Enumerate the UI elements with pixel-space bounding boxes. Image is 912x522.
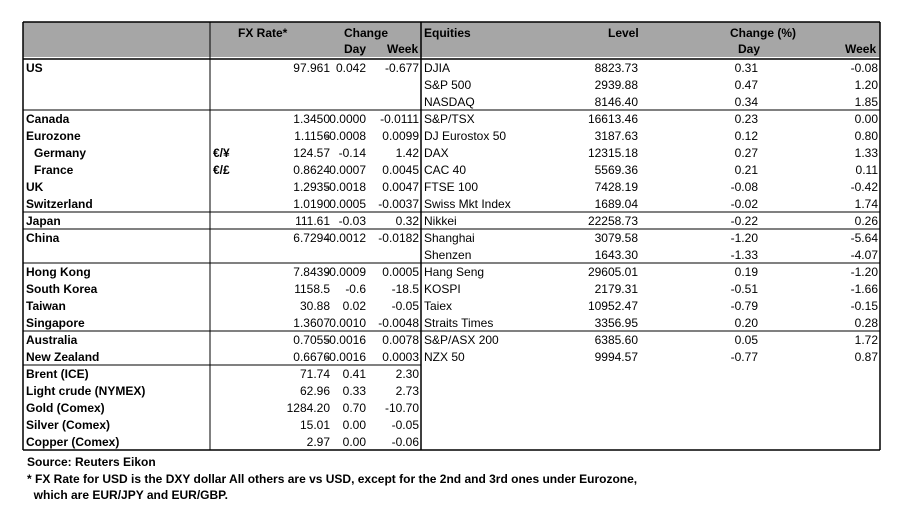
fx-row-rate: 1284.20 — [286, 401, 330, 415]
header-week: Week — [387, 42, 419, 56]
fx-row-day: 0.0000 — [329, 112, 366, 126]
equity-row-day: -0.79 — [730, 299, 758, 313]
equity-row-day: -0.51 — [730, 282, 758, 296]
fx-row-day: 0.042 — [335, 61, 366, 75]
fx-row-week: -0.0037 — [378, 197, 419, 211]
equity-row-level: 9994.57 — [594, 350, 638, 364]
fx-row-day: -0.0018 — [325, 180, 366, 194]
fx-row-rate: 1.3607 — [293, 316, 330, 330]
fx-row-label: Brent (ICE) — [26, 367, 89, 381]
source-note: Source: Reuters Eikon — [27, 455, 156, 469]
equity-row-day: -0.08 — [730, 180, 758, 194]
fx-row-label: Eurozone — [26, 129, 81, 143]
equity-row-day: 0.47 — [734, 78, 758, 92]
equity-row-week: 0.80 — [854, 129, 878, 143]
equity-row-name: NZX 50 — [424, 350, 465, 364]
fx-row-week: 0.0003 — [382, 350, 419, 364]
equity-row-name: S&P/ASX 200 — [424, 333, 499, 347]
fx-row-week: 0.0005 — [382, 265, 419, 279]
fx-row-rate: 6.7294 — [293, 231, 330, 245]
equity-row-week: 0.11 — [855, 163, 878, 177]
fx-row-day — [310, 77, 366, 94]
equity-row-day: -0.22 — [730, 214, 758, 228]
fx-row-day: 0.02 — [342, 299, 366, 313]
equity-row-level: 1689.04 — [594, 197, 638, 211]
equity-row-name: Hang Seng — [424, 265, 485, 279]
equity-row-week: 0.00 — [854, 112, 878, 126]
fx-row-label: Light crude (NYMEX) — [26, 384, 146, 398]
fx-row-label: Gold (Comex) — [26, 401, 105, 415]
equity-row-level: 6385.60 — [594, 333, 638, 347]
fx-row-label: China — [26, 231, 60, 245]
equity-row-name: Swiss Mkt Index — [424, 197, 511, 211]
equity-row-week: 0.87 — [854, 350, 878, 364]
fx-row-label: Canada — [26, 112, 70, 126]
fx-row-day — [310, 247, 366, 264]
fx-row-day: -0.0009 — [325, 265, 366, 279]
equity-row-level: 7428.19 — [594, 180, 638, 194]
equity-row-level: 29605.01 — [587, 265, 638, 279]
header-change-pct: Change (%) — [730, 26, 796, 40]
fx-row-rate: 124.57 — [293, 146, 330, 160]
fx-row-rate: 1.1156 — [294, 129, 330, 143]
equity-row-week: 1.20 — [854, 78, 878, 92]
fx-row-label: Singapore — [26, 316, 85, 330]
equity-row-name: S&P/TSX — [424, 112, 475, 126]
fx-row-day: 0.00 — [342, 435, 366, 449]
equity-row-week: -0.42 — [850, 180, 878, 194]
fx-row-week: 2.73 — [395, 384, 419, 398]
equity-row-week: 1.85 — [854, 95, 878, 109]
fx-row-day: 0.33 — [342, 384, 366, 398]
equity-row-level: 5569.36 — [594, 163, 638, 177]
fx-row-week — [360, 247, 419, 264]
fx-row-rate: 111.61 — [295, 214, 330, 228]
fx-row-day: 0.70 — [342, 401, 366, 415]
equity-row-day: -1.33 — [730, 248, 758, 262]
fx-row-week: 1.42 — [395, 146, 419, 160]
header-fx-rate: FX Rate* — [238, 26, 288, 40]
equity-row-level: 10952.47 — [587, 299, 638, 313]
fx-row-day: -0.0016 — [325, 333, 366, 347]
fx-row-rate: 0.8624 — [293, 163, 330, 177]
footnote-2: which are EUR/JPY and EUR/GBP. — [27, 488, 228, 502]
fx-row-rate: 2.97 — [306, 435, 330, 449]
fx-row-week: 0.0078 — [382, 333, 419, 347]
equity-row-level: 12315.18 — [587, 146, 638, 160]
fx-row-day: 0.00 — [342, 418, 366, 432]
equity-row-day: -0.02 — [730, 197, 758, 211]
equity-row-level: 16613.46 — [587, 112, 638, 126]
fx-row-rate: 71.74 — [299, 367, 330, 381]
fx-row-day: 0.0005 — [329, 197, 366, 211]
equity-row-name: S&P 500 — [424, 78, 472, 92]
equity-row-day: 0.34 — [734, 95, 758, 109]
equity-row-name: Nikkei — [424, 214, 457, 228]
header-day: Day — [344, 42, 367, 56]
equity-row-name: Straits Times — [424, 316, 494, 330]
equity-row-week: 1.74 — [854, 197, 878, 211]
equity-row-name: DJ Eurostox 50 — [424, 129, 507, 143]
fx-row-label: UK — [26, 180, 44, 194]
fx-row-rate: 0.7055 — [293, 333, 330, 347]
fx-row-week: 2.30 — [395, 367, 419, 381]
fx-row-week: -0.0048 — [378, 316, 419, 330]
equity-row-week: -1.20 — [850, 265, 878, 279]
fx-row-rate: 1.2935 — [293, 180, 330, 194]
fx-row-week: 0.32 — [395, 214, 419, 228]
equity-row-name: Shanghai — [424, 231, 475, 245]
equity-row-day: 0.19 — [734, 265, 758, 279]
equity-row-day: 0.21 — [734, 163, 758, 177]
equity-row-day: 0.12 — [734, 129, 758, 143]
fx-row-week: -0.06 — [391, 435, 419, 449]
fx-row-week — [360, 94, 419, 111]
equity-row-name: Taiex — [424, 299, 453, 313]
equity-row-day: 0.27 — [734, 146, 758, 160]
fx-row-week: 0.0047 — [382, 180, 419, 194]
fx-row-day: 0.0010 — [329, 316, 366, 330]
equity-row-week: -0.08 — [850, 61, 878, 75]
fx-row-label: Silver (Comex) — [26, 418, 111, 432]
equity-row-level: 8146.40 — [594, 95, 638, 109]
equity-row-week: 0.28 — [854, 316, 878, 330]
equity-row-name: FTSE 100 — [424, 180, 479, 194]
fx-row-label: Copper (Comex) — [26, 435, 120, 449]
fx-row-rate: 62.96 — [299, 384, 330, 398]
header-equities: Equities — [424, 26, 471, 40]
fx-row-label: New Zealand — [26, 350, 100, 364]
fx-row-label: Taiwan — [26, 299, 66, 313]
fx-row-rate: 97.961 — [293, 61, 330, 75]
equity-row-level: 1643.30 — [594, 248, 638, 262]
fx-row-day: -0.14 — [338, 146, 366, 160]
equity-row-day: -1.20 — [730, 231, 758, 245]
equity-row-level: 2179.31 — [594, 282, 638, 296]
fx-row-label: Hong Kong — [26, 265, 91, 279]
fx-row-label: France — [34, 163, 74, 177]
fx-row-symbol: €/¥ — [213, 146, 230, 160]
fx-row-week: -0.05 — [391, 299, 419, 313]
fx-row-week: -18.5 — [391, 282, 419, 296]
equity-row-week: 0.26 — [854, 214, 878, 228]
equity-row-level: 3079.58 — [594, 231, 638, 245]
header-eq-week: Week — [845, 42, 877, 56]
fx-row-day: 0.0007 — [329, 163, 366, 177]
equity-row-day: -0.77 — [730, 350, 758, 364]
fx-row-day — [310, 94, 366, 111]
fx-row-label: Australia — [26, 333, 78, 347]
fx-row-week: 0.0099 — [382, 129, 419, 143]
header-change: Change — [344, 26, 389, 40]
equity-row-level: 3356.95 — [594, 316, 638, 330]
fx-row-rate: 1.3450 — [293, 112, 330, 126]
equity-row-day: 0.20 — [734, 316, 758, 330]
equity-row-name: DJIA — [424, 61, 451, 75]
fx-row-label: Switzerland — [26, 197, 93, 211]
equity-row-week: -0.15 — [850, 299, 878, 313]
fx-row-label: Japan — [26, 214, 61, 228]
equity-row-day: 0.31 — [734, 61, 758, 75]
header-eq-day: Day — [738, 42, 761, 56]
fx-row-week: -0.05 — [391, 418, 419, 432]
fx-row-week: -0.0111 — [380, 112, 419, 126]
fx-row-week — [360, 77, 419, 94]
equity-row-week: -4.07 — [850, 248, 878, 262]
equity-row-week: -1.66 — [850, 282, 878, 296]
equity-row-day: 0.05 — [734, 333, 758, 347]
fx-row-label: South Korea — [26, 282, 98, 296]
fx-row-rate: 15.01 — [299, 418, 330, 432]
fx-row-label: US — [26, 61, 43, 75]
footnote-1: * FX Rate for USD is the DXY dollar All others are vs USD, except for the 2nd and 3rd ones under Eurozone, — [27, 472, 638, 486]
equity-row-week: 1.33 — [854, 146, 878, 160]
equity-row-level: 8823.73 — [594, 61, 638, 75]
fx-row-day: 0.41 — [342, 367, 366, 381]
fx-row-rate: 30.88 — [299, 299, 330, 313]
fx-row-day: -0.0016 — [325, 350, 366, 364]
equity-row-name: KOSPI — [424, 282, 461, 296]
equity-row-level: 3187.63 — [594, 129, 638, 143]
fx-row-week: 0.0045 — [382, 163, 419, 177]
equity-row-name: NASDAQ — [424, 95, 475, 109]
equity-row-level: 22258.73 — [587, 214, 638, 228]
equity-row-name: CAC 40 — [424, 163, 467, 177]
equity-row-name: DAX — [424, 146, 449, 160]
fx-row-rate: 7.8439 — [293, 265, 330, 279]
fx-row-rate: 1158.5 — [294, 282, 330, 296]
fx-row-day: -0.0012 — [325, 231, 366, 245]
fx-row-week: -10.70 — [384, 401, 419, 415]
fx-row-rate: 0.6676 — [293, 350, 330, 364]
fx-row-day: -0.03 — [338, 214, 366, 228]
equity-row-day: 0.23 — [734, 112, 758, 126]
fx-row-label: Germany — [34, 146, 87, 160]
equity-row-level: 2939.88 — [594, 78, 638, 92]
equity-row-week: -5.64 — [850, 231, 878, 245]
fx-row-day: -0.0008 — [325, 129, 366, 143]
equity-row-name: Shenzen — [424, 248, 472, 262]
fx-row-symbol: €/£ — [213, 163, 230, 177]
header-level: Level — [608, 26, 639, 40]
fx-row-week: -0.0182 — [378, 231, 419, 245]
equity-row-week: 1.72 — [854, 333, 878, 347]
fx-row-day: -0.6 — [345, 282, 366, 296]
fx-row-rate: 1.0190 — [293, 197, 330, 211]
fx-row-week: -0.677 — [384, 61, 419, 75]
